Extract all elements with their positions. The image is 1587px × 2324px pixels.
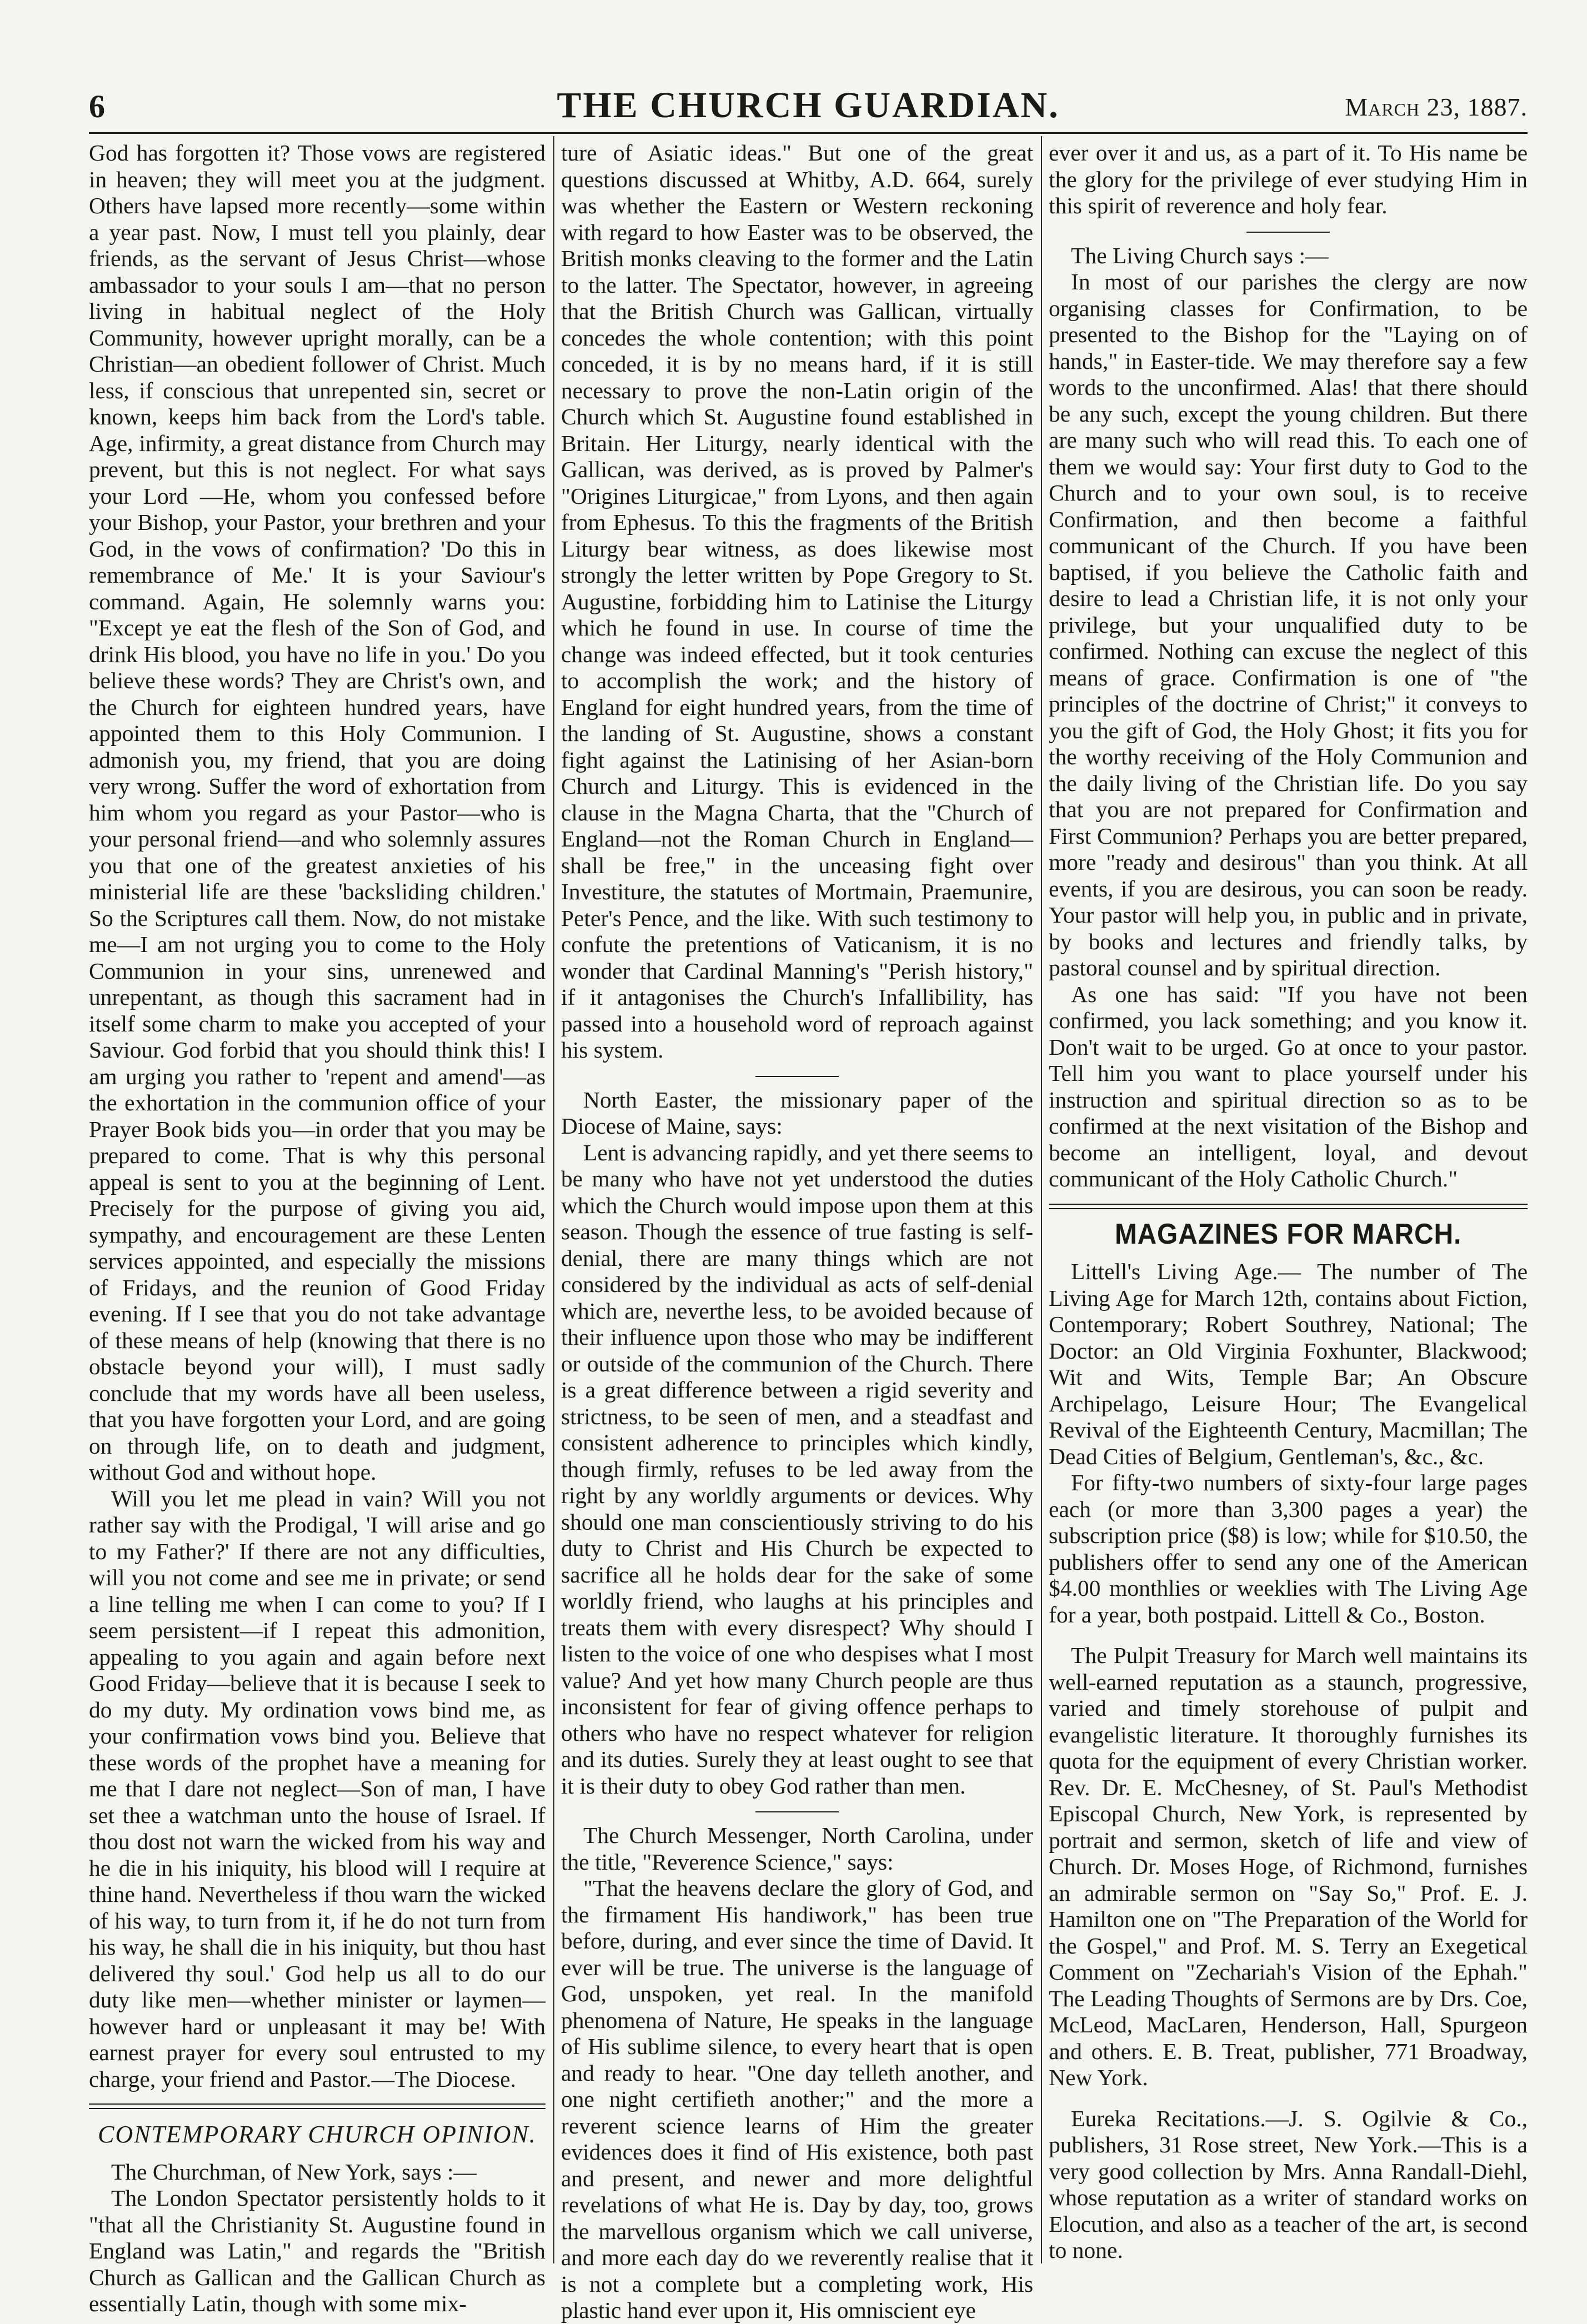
article-paragraph: ever over it and us, as a part of it. To His name be the glory for the privilege of ever studying Him in this spirit of reverence and holy fear. [1049, 140, 1528, 218]
article-paragraph: In most of our parishes the clergy are now organising classes for Confirmation, to be presented to the Bishop for the "Laying on of hands," in Easter-tide. We may therefore say a few words to the unconfirmed. Alas! that there should be any such, except the young children. But there are many such who will read this. To each one of them we would say: Your first duty to God to the Church and to your own soul, is to receive Confirmation, and then become a faithful communicant of the Church. If you have been baptised, if you believe the Catholic faith and desire to lead a Christian life, it is not only your privilege, but your unqualified duty to be confirmed. Nothing can excuse the neglect of this means of grace. Confirmation is one of "the principles of the doctrine of Christ;" it conveys to you the gift of God, the Holy Ghost; it fits you for the worthy receiving of the Holy Communion and the daily living of the Christian life. Do you say that you are not prepared for Confirmation and First Communion? Perhaps you are better prepared, more "ready and desirous" than you think. At all events, if you are desirous, you can soon be ready. Your pastor will help you, in public and in private, by books and lectures and friendly talks, by pastoral counsel and by spiritual direction. [1049, 269, 1528, 980]
quote-intro: The Living Church says :— [1071, 242, 1329, 268]
column-2 [561, 140, 1033, 2323]
magazines-heading: MAGAZINES FOR MARCH. [1114, 1218, 1462, 1250]
page-number: 6 [89, 88, 105, 124]
separator-rule [1246, 232, 1330, 233]
quote-intro: North Easter, the missionary paper of the Diocese of Maine, says: [561, 1086, 1033, 1139]
article-paragraph: The Pulpit Treasury for March well maintains its well-earned reputation as a staunch, progressive, varied and timely storehouse of pulpit and evangelistic literature. It thoroughly furnishes its quota for the equipment of every Christian worker. Rev. Dr. E. McChesney, of St. Paul's Methodist Episcopal Church, New York, is represented by portrait and sermon, sketch of life and view of Church. Dr. Moses Hoge, of Richmond, furnishes an admirable sermon on "Say So," Prof. E. J. Hamilton one on "The Preparation of the World for the Gospel," and Prof. M. S. Terry an Exegetical Comment on "Zechariah's Vision of the Ephah." The Leading Thoughts of Sermons are by Drs. Coe, McLeod, MacLaren, Henderson, Hall, Spurgeon and others. E. B. Treat, publisher, 771 Broadway, New York. [1049, 1642, 1528, 2090]
article-paragraph: ture of Asiatic ideas." But one of the great questions discussed at Whitby, A.D. 664, surely was whether the Eastern or Western reckoning with regard to how Easter was to be observed, the British monks cleaving to the former and the Latin to the latter. The Spectator, however, in agreeing that the British Church was Gallican, virtually concedes the whole contention; with this point conceded, it is by no means hard, if it is still necessary to prove the non-Latin origin of the Church which St. Augustine found established in Britain. Her Liturgy, nearly identical with the Gallican, was derived, as is proved by Palmer's "Origines Liturgicae," from Lyons, and then again from Ephesus. To this the fragments of the British Liturgy bear witness, as does likewise most strongly the letter written by Pope Gregory to St. Augustine, forbidding him to Latinise the Liturgy which he found in use. In course of time the change was indeed effected, but it took centuries to accomplish the work; and the history of England for eight hundred years, from the time of the landing of St. Augustine, shows a constant fight against the Latinising of her Asian-born Church and Liturgy. This is evidenced in the clause in the Magna Charta, that the "Church of England—not the Roman Church in England—shall be free," in the unceasing fight over Investiture, the statutes of Mortmain, Praemunire, Peter's Pence, and the like. With such testimony to confute the pretentions of Vaticanism, it is no wonder that Cardinal Manning's "Perish history," if it antagonises the Church's Infallibility, has passed into a household word of reproach against his system. [561, 140, 1033, 1063]
section-rule [1049, 1204, 1528, 1209]
article-paragraph: Littell's Living Age.— The number of The Living Age for March 12th, contains about Fiction, Contemporary; Robert Southrey, National; The Doctor: an Old Virginia Foxhunter, Blackwood; Wit and Wits, Temple Bar; An Obscure Archipelago, Leisure Hour; The Evangelical Revival of the Eighteenth Century, Macmillan; The Dead Cities of Belgium, Gentleman's, &c., &c. [1049, 1259, 1528, 1469]
header-rule [89, 132, 1528, 134]
column-3 [1049, 140, 1528, 2267]
article-paragraph: Will you let me plead in vain? Will you not rather say with the Prodigal, 'I will arise and go to my Father?' If there are not any difficulties, will you not come and see me in private; or send a line telling me when I can come to you? If I seem persistent—if I repeat this admonition, appealing to you again and again before next Good Friday—believe that it is because I seek to do my duty. My ordination vows bind me, as your confirmation vows bind you. Believe that these words of the prophet have a meaning for me that I dare not neglect—Son of man, I have set thee a watchman unto the house of Israel. If thou dost not warn the wicked from his way and he die in his iniquity, his blood will I require at thine hand. Nevertheless if thou warn the wicked of his way, to turn from it, if he do not turn from his way, he shall die in his iniquity, but thou hast delivered thy soul.' God help us all to do our duty like men—whether minister or laymen—however hard or unpleasant it may be! With earnest prayer for every soul entrusted to my charge, your friend and Pastor.—The Diocese. [89, 1485, 545, 2092]
section-rule [89, 2103, 545, 2109]
article-paragraph: For fifty-two numbers of sixty-four large pages each (or more than 3,300 pages a year) the subscription price ($8) is low; while for $10.50, the publishers offer to send any one of the American $4.00 monthlies or weeklies with The Living Age for a year, both postpaid. Littell & Co., Boston. [1049, 1470, 1528, 1627]
issue-date: March 23, 1887. [1345, 93, 1528, 121]
article-paragraph: "That the heavens declare the glory of God, and the firmament His handiwork," has been true before, during, and ever since the time of David. It ever will be true. The universe is the language of God, unspoken, yet real. In the manifold phenomena of Nature, He speaks in the language of His sublime silence, to every heart that is open and ready to hear. "One day telleth another, and one night certifieth another;" and the more a reverent science learns of Him the greater evidences does it find of His existence, both past and present, and newer and more delightful revelations of what He is. Day by day, too, grows the marvellous organism which we call universe, and more each day do we reverently realise that it is not a complete but a completing work, His plastic hand ever upon it, His omniscient eye [561, 1875, 1033, 2323]
column-divider [1041, 136, 1042, 2263]
article-paragraph: Eureka Recitations.—J. S. Ogilvie & Co., publishers, 31 Rose street, New York.—This is a very good collection by Mrs. Anna Randall-Diehl, whose reputation as a writer of standard works on Elocution, and also as a teacher of the art, is second to none. [1049, 2105, 1528, 2263]
section-heading: CONTEMPORARY CHURCH OPINION. [98, 2121, 537, 2148]
article-paragraph: Lent is advancing rapidly, and yet there seems to be many who have not yet understood the duties which the Church would impose upon them at this season. Though the essence of true fasting is self-denial, there are many things which are not considered by the individual as acts of self-denial which are, neverthe less, to be avoided because of their influence upon those who may be indifferent or outside of the communion of the Church. There is a great difference between a rigid severity and strictness, to be seen of men, and a steadfast and consistent adherence to principles which kindly, though firmly, refuses to be led away from the right by any worldly arguments or devices. Why should one man conscientiously striving to do his duty to Christ and His Church be expected to sacrifice all he holds dear for the sake of some worldly friend, who laughs at his principles and treats them with every disrespect? Why should I listen to the voice of one who despises what I most value? And yet how many Church people are thus inconsistent for fear of giving offence perhaps to others who have no respect whatever for religion and its duties. Surely they at least ought to see that it is their duty to obey God rather than men. [561, 1139, 1033, 1799]
column-divider [553, 136, 554, 2263]
separator-rule [755, 1076, 839, 1077]
quote-intro: The Church Messenger, North Carolina, under the title, "Reverence Science," says: [561, 1822, 1033, 1875]
masthead [89, 83, 1528, 133]
paper-title: THE CHURCH GUARDIAN. [557, 85, 1060, 126]
quote-intro: The Churchman, of New York, says :— [111, 2158, 477, 2185]
column-1 [89, 140, 545, 2316]
separator-rule [755, 1811, 839, 1812]
article-paragraph: As one has said: "If you have not been confirmed, you lack something; and you know it. Don't wait to be urged. Go at once to your pastor. Tell him you want to place yourself under his instruction and spiritual direction so as to be confirmed at the next visitation of the Bishop and become an intelligent, loyal, and devout communicant of the Holy Catholic Church." [1049, 981, 1528, 1191]
article-paragraph: God has forgotten it? Those vows are registered in heaven; they will meet you at the judgment. Others have lapsed more recently—some within a year past. Now, I must tell you plainly, dear friends, as the servant of Jesus Christ—whose ambassador to your souls I am—that no person living in habitual neglect of the Holy Community, however upright morally, can be a Christian—an obedient follower of Christ. Much less, if conscious that unrepented sin, secret or known, keeps him back from the Lord's table. Age, infirmity, a great distance from Church may prevent, but this is not neglect. For what says your Lord —He, whom you confessed before your Bishop, your Pastor, your brethren and your God, in the vows of confirmation? 'Do this in remembrance of Me.' It is your Saviour's command. Again, He solemnly warns you: "Except ye eat the flesh of the Son of God, and drink His blood, you have no life in you.' Do you believe these words? They are Christ's own, and the Church for eighteen hundred years, have appointed them to this Holy Communion. I admonish you, my friend, that you are doing very wrong. Suffer the word of exhortation from him whom you regard as your Pastor—who is your personal friend—and who solemnly assures you that one of the greatest anxieties of his ministerial life are these 'backsliding children.' So the Scriptures call them. Now, do not mistake me—I am not urging you to come to the Holy Communion in your sins, unrenewed and unrepentant, as though this sacrament had in itself some charm to make you accepted of your Saviour. God forbid that you should think this! I am urging you rather to 'repent and amend'—as the exhortation in the communion office of your Prayer Book bids you—in order that you may be prepared to come. That is why this personal appeal is sent to you at the beginning of Lent. Precisely for the purpose of giving you aid, sympathy, and encouragement are these Lenten services appointed, and especially the missions of Fridays, and the reunion of Good Friday evening. If I see that you do not take advantage of these means of help (knowing that there is no obstacle beyond your will), I must sadly conclude that my words have all been useless, that you have forgotten your Lord, and are going on through life, on to death and judgment, without God and without hope. [89, 140, 545, 1485]
article-paragraph: The London Spectator persistently holds to it "that all the Christianity St. Augustine found in England was Latin," and regards the "British Church as Gallican and the Gallican Church as essentially Latin, though with some mix- [89, 2185, 545, 2316]
